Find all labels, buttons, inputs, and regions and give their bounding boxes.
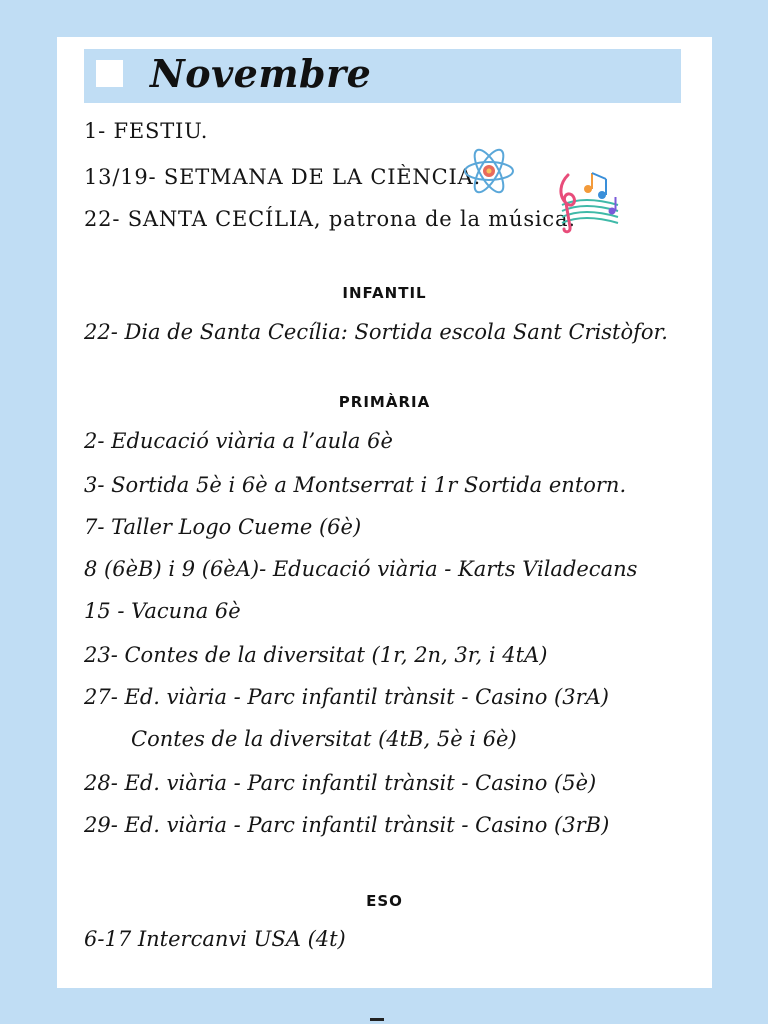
general-item-setmana-ciencia: 13/19- SETMANA DE LA CIÈNCIA. [84,165,481,189]
music-notes-icon [554,165,622,237]
eso-item: 6-17 Intercanvi USA (4t) [84,927,346,951]
primaria-item: 23- Contes de la diversitat (1r, 2n, 3r, i 4tA) [84,643,548,667]
general-item-festiu: 1- FESTIU. [84,119,209,143]
primaria-item: 29- Ed. viària - Parc infantil trànsit - Casino (3rB) [84,813,610,837]
primaria-item-continuation: Contes de la diversitat (4tB, 5è i 6è) [131,727,517,751]
atom-icon [462,147,516,195]
primaria-item: 2- Educació viària a l’aula 6è [84,429,393,453]
header-checkbox [96,60,123,87]
section-heading-eso: ESO [366,892,403,910]
primaria-item: 3- Sortida 5è i 6è a Montserrat i 1r Sortida entorn. [84,473,627,497]
primaria-item: 15 - Vacuna 6è [84,599,241,623]
section-heading-primaria: PRIMÀRIA [338,393,431,411]
month-title: Novembre [150,51,372,96]
infantil-item: 22- Dia de Santa Cecília: Sortida escola Sant Cristòfor. [84,320,668,344]
general-item-santa-cecilia: 22- SANTA CECÍLIA, patrona de la música. [84,207,576,231]
month-header [84,49,681,103]
primaria-item: 28- Ed. viària - Parc infantil trànsit - Casino (5è) [84,771,597,795]
primaria-item: 8 (6èB) i 9 (6èA)- Educació viària - Karts Viladecans [84,557,638,581]
page-indicator [370,1018,384,1021]
primaria-item: 27- Ed. viària - Parc infantil trànsit - Casino (3rA) [84,685,609,709]
calendar-page [57,37,712,988]
section-heading-infantil: INFANTIL [342,284,427,302]
primaria-item: 7- Taller Logo Cueme (6è) [84,515,362,539]
